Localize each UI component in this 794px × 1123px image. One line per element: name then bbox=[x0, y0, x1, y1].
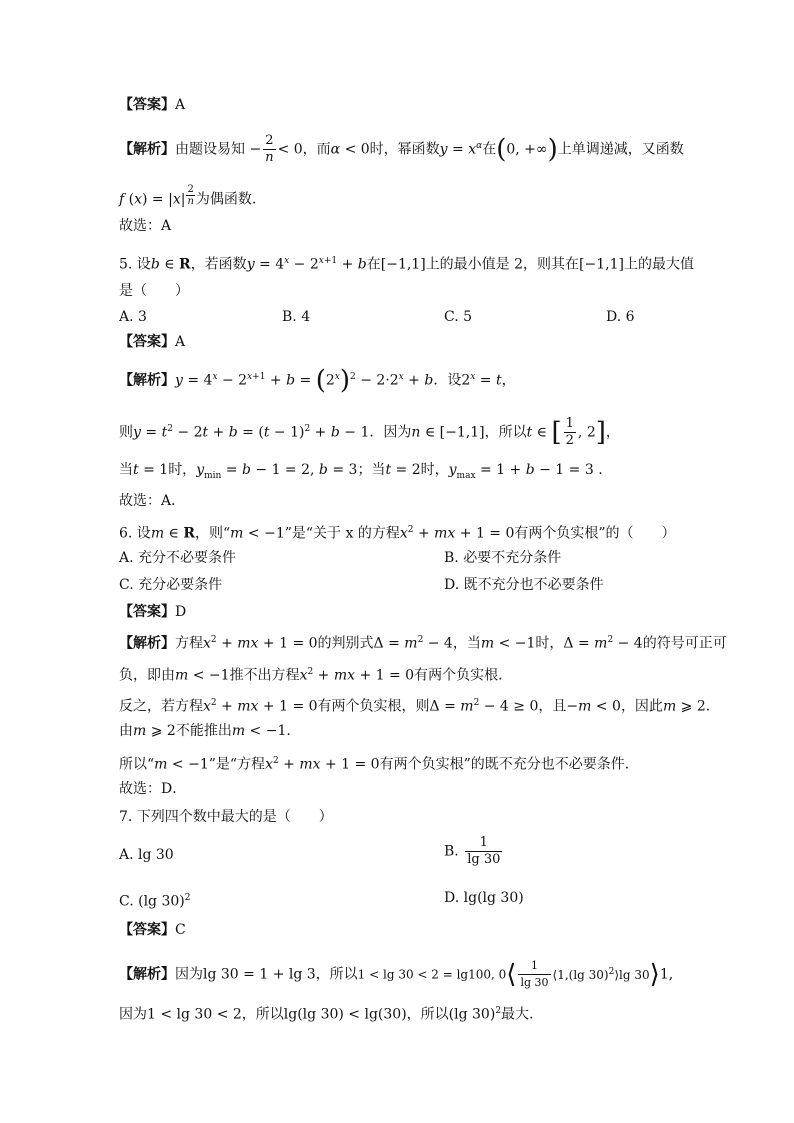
answer-value: A bbox=[175, 97, 186, 113]
option-c: C. 5 bbox=[444, 309, 473, 325]
analysis-line: 【解析】因为lg 30 = 1 + lg 3，所以1 < lg 30 < 2 = lg100, 0⟨ $\frac{1}{\lg 30}$ ⟨1,(lg 30)$^2$⟩lg 30⟩1, bbox=[119, 959, 674, 990]
analysis-line: 【解析】由题设易知 − $\frac{2}{n}$ < 0，而α < 0时，幂函数$y = x^\alpha$在(0, +∞)上单调递减，又函数 bbox=[119, 133, 684, 165]
math-line: 反之，若方程$x^2$ + mx + 1 = 0有两个负实根，则$\Delta = m^2 - 4 \ge 0$，且−m < 0，因此m ⩾ 2． bbox=[119, 698, 720, 715]
option-d: D. lg(lg 30) bbox=[444, 890, 524, 906]
math-line: 当t = 1时，$y_{min} = b - 1 = 2$, b = 3；当t = 2时，$y_{max} = 1 + b - 1 = 3$ . bbox=[119, 462, 603, 481]
option-a: A. 充分不必要条件 bbox=[119, 550, 237, 566]
math-fraction: $\frac{2}{n}$ bbox=[265, 133, 274, 165]
choose-line: 故选：A． bbox=[119, 493, 186, 509]
option-a: A. 3 bbox=[119, 309, 147, 325]
option-b: B. 必要不充分条件 bbox=[444, 550, 562, 566]
math-line: f (x) = |x| $^{\frac{2}{n}}$ 为偶函数. bbox=[119, 184, 257, 208]
math-line: 因为1 < lg 30 < 2，所以lg(lg 30) < lg(30)，所以(lg 30)$^2$最大. bbox=[119, 1006, 534, 1023]
option-a: A. lg 30 bbox=[119, 847, 174, 863]
answer-line: 【答案】D bbox=[119, 604, 187, 620]
question-7: 7. 下列四个数中最大的是（ ） bbox=[119, 809, 333, 825]
question-5: 5. 设b ∈ R，若函数$y = 4^x - 2^{x+1} + b$在[−1,1]上的最小值是 2，则其在[−1,1]上的最大值 bbox=[119, 256, 694, 273]
option-d: D. 既不充分也不必要条件 bbox=[444, 577, 604, 593]
math-line: 负，即由m < −1推不出方程$x^2$ + mx + 1 = 0有两个负实根． bbox=[119, 667, 513, 684]
option-d: D. 6 bbox=[606, 309, 635, 325]
analysis-line: 【解析】方程$x^2$ + mx + 1 = 0的判别式$\Delta = m^2 - 4$，当m < −1时，$\Delta = m^2 - 4$的符号可正可 bbox=[119, 635, 727, 652]
option-b: B. 4 bbox=[282, 309, 311, 325]
option-b: B. $\frac{1}{\lg 30}$ bbox=[444, 835, 501, 867]
question-5-cont: 是（ ） bbox=[119, 283, 189, 299]
analysis-label: 【解析】 bbox=[119, 141, 175, 158]
option-c: C. (lg 30)$^2$ bbox=[119, 893, 191, 910]
choose-line: 故选：D． bbox=[119, 781, 187, 797]
choose-line: 故选：A bbox=[119, 218, 172, 234]
question-6: 6. 设m ∈ R，则“m < −1”是“关于 x 的方程$x^2$ + mx + 1 = 0有两个负实根”的（ ） bbox=[119, 525, 676, 542]
math-line: 则$y = t^2 - 2t + b = (t - 1)^2 + b - 1$．因为n ∈ [−1,1]，所以t ∈ [ $\frac{1}{2}$ , 2]， bbox=[119, 416, 620, 448]
math-line: 所以“m < −1”是“方程$x^2$ + mx + 1 = 0有两个负实根”的既不充分也不必要条件． bbox=[119, 756, 639, 773]
answer-line bbox=[119, 95, 185, 115]
option-c: C. 充分必要条件 bbox=[119, 577, 223, 593]
answer-line: 【答案】C bbox=[119, 922, 186, 938]
math-line: 由m ⩾ 2不能推出m < −1． bbox=[119, 723, 301, 739]
analysis-line: 【解析】$y = 4^x - 2^{x+1} + b = (2^x)^2 - 2\cdot 2^x + b$．设$2^x = t$， bbox=[119, 365, 516, 396]
answer-line: 【答案】A bbox=[119, 334, 186, 350]
answer-label: 【答案】 bbox=[119, 97, 175, 113]
